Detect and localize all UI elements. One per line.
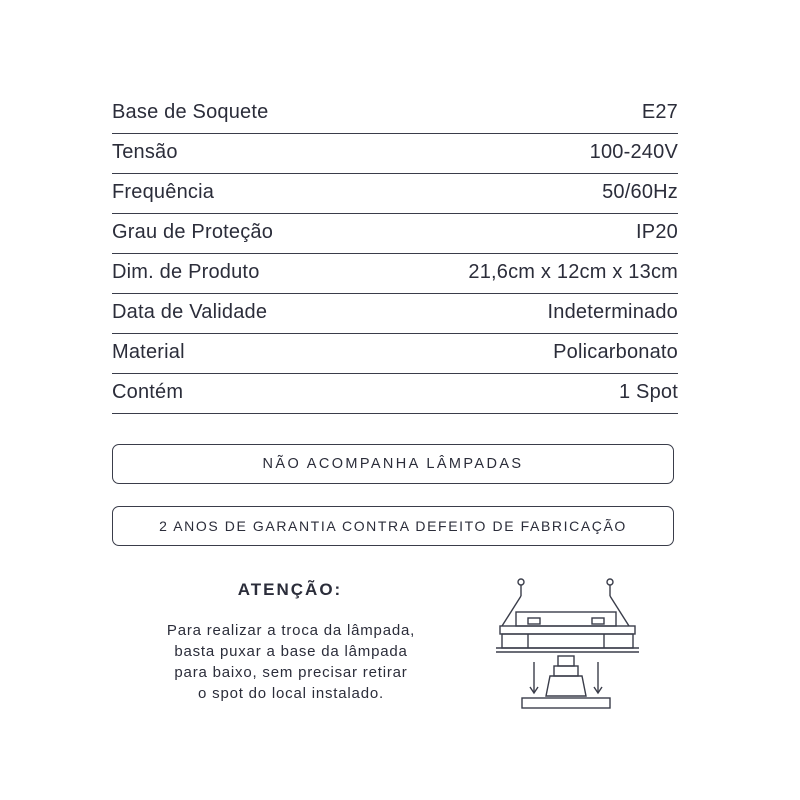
spec-label: Tensão: [112, 141, 178, 163]
spec-value: Policarbonato: [553, 341, 678, 363]
spec-label: Dim. de Produto: [112, 261, 260, 283]
spec-value: E27: [641, 101, 678, 123]
spec-label: Contém: [112, 381, 184, 403]
spec-value: Indeterminado: [547, 301, 678, 323]
attention-text: [136, 620, 446, 704]
warranty-notice: 2 ANOS DE GARANTIA CONTRA DEFEITO DE FABRICAÇÃO: [112, 506, 674, 546]
spec-row-voltage: [112, 134, 678, 174]
spec-label: Grau de Proteção: [112, 221, 274, 243]
spec-row-protection: [112, 214, 678, 254]
spec-table: [112, 94, 678, 414]
spec-row-socket: [112, 94, 678, 134]
spec-value: 100-240V: [589, 141, 678, 163]
no-lamps-notice: NÃO ACOMPANHA LÂMPADAS: [112, 444, 674, 484]
spec-value: 21,6cm x 12cm x 13cm: [468, 261, 678, 283]
spec-value: 50/60Hz: [602, 181, 678, 203]
attention-line: o spot do local instalado.: [198, 685, 384, 702]
lamp-replacement-illustration-icon: [488, 574, 648, 724]
spec-row-dimensions: [112, 254, 678, 294]
spec-label: Base de Soquete: [112, 101, 269, 123]
attention-line: Para realizar a troca da lâmpada,: [166, 622, 416, 639]
attention-line: basta puxar a base da lâmpada: [174, 643, 408, 660]
attention-line: para baixo, sem precisar retirar: [174, 664, 408, 681]
spec-row-frequency: [112, 174, 678, 214]
spec-row-material: [112, 334, 678, 374]
spec-value: IP20: [636, 221, 678, 243]
spec-label: Material: [112, 341, 185, 363]
spec-label: Data de Validade: [112, 301, 268, 323]
spec-label: Frequência: [112, 181, 215, 203]
spec-value: 1 Spot: [618, 381, 678, 403]
spec-row-validity: [112, 294, 678, 334]
attention-title: ATENÇÃO:: [237, 580, 343, 599]
spec-row-contents: [112, 374, 678, 414]
